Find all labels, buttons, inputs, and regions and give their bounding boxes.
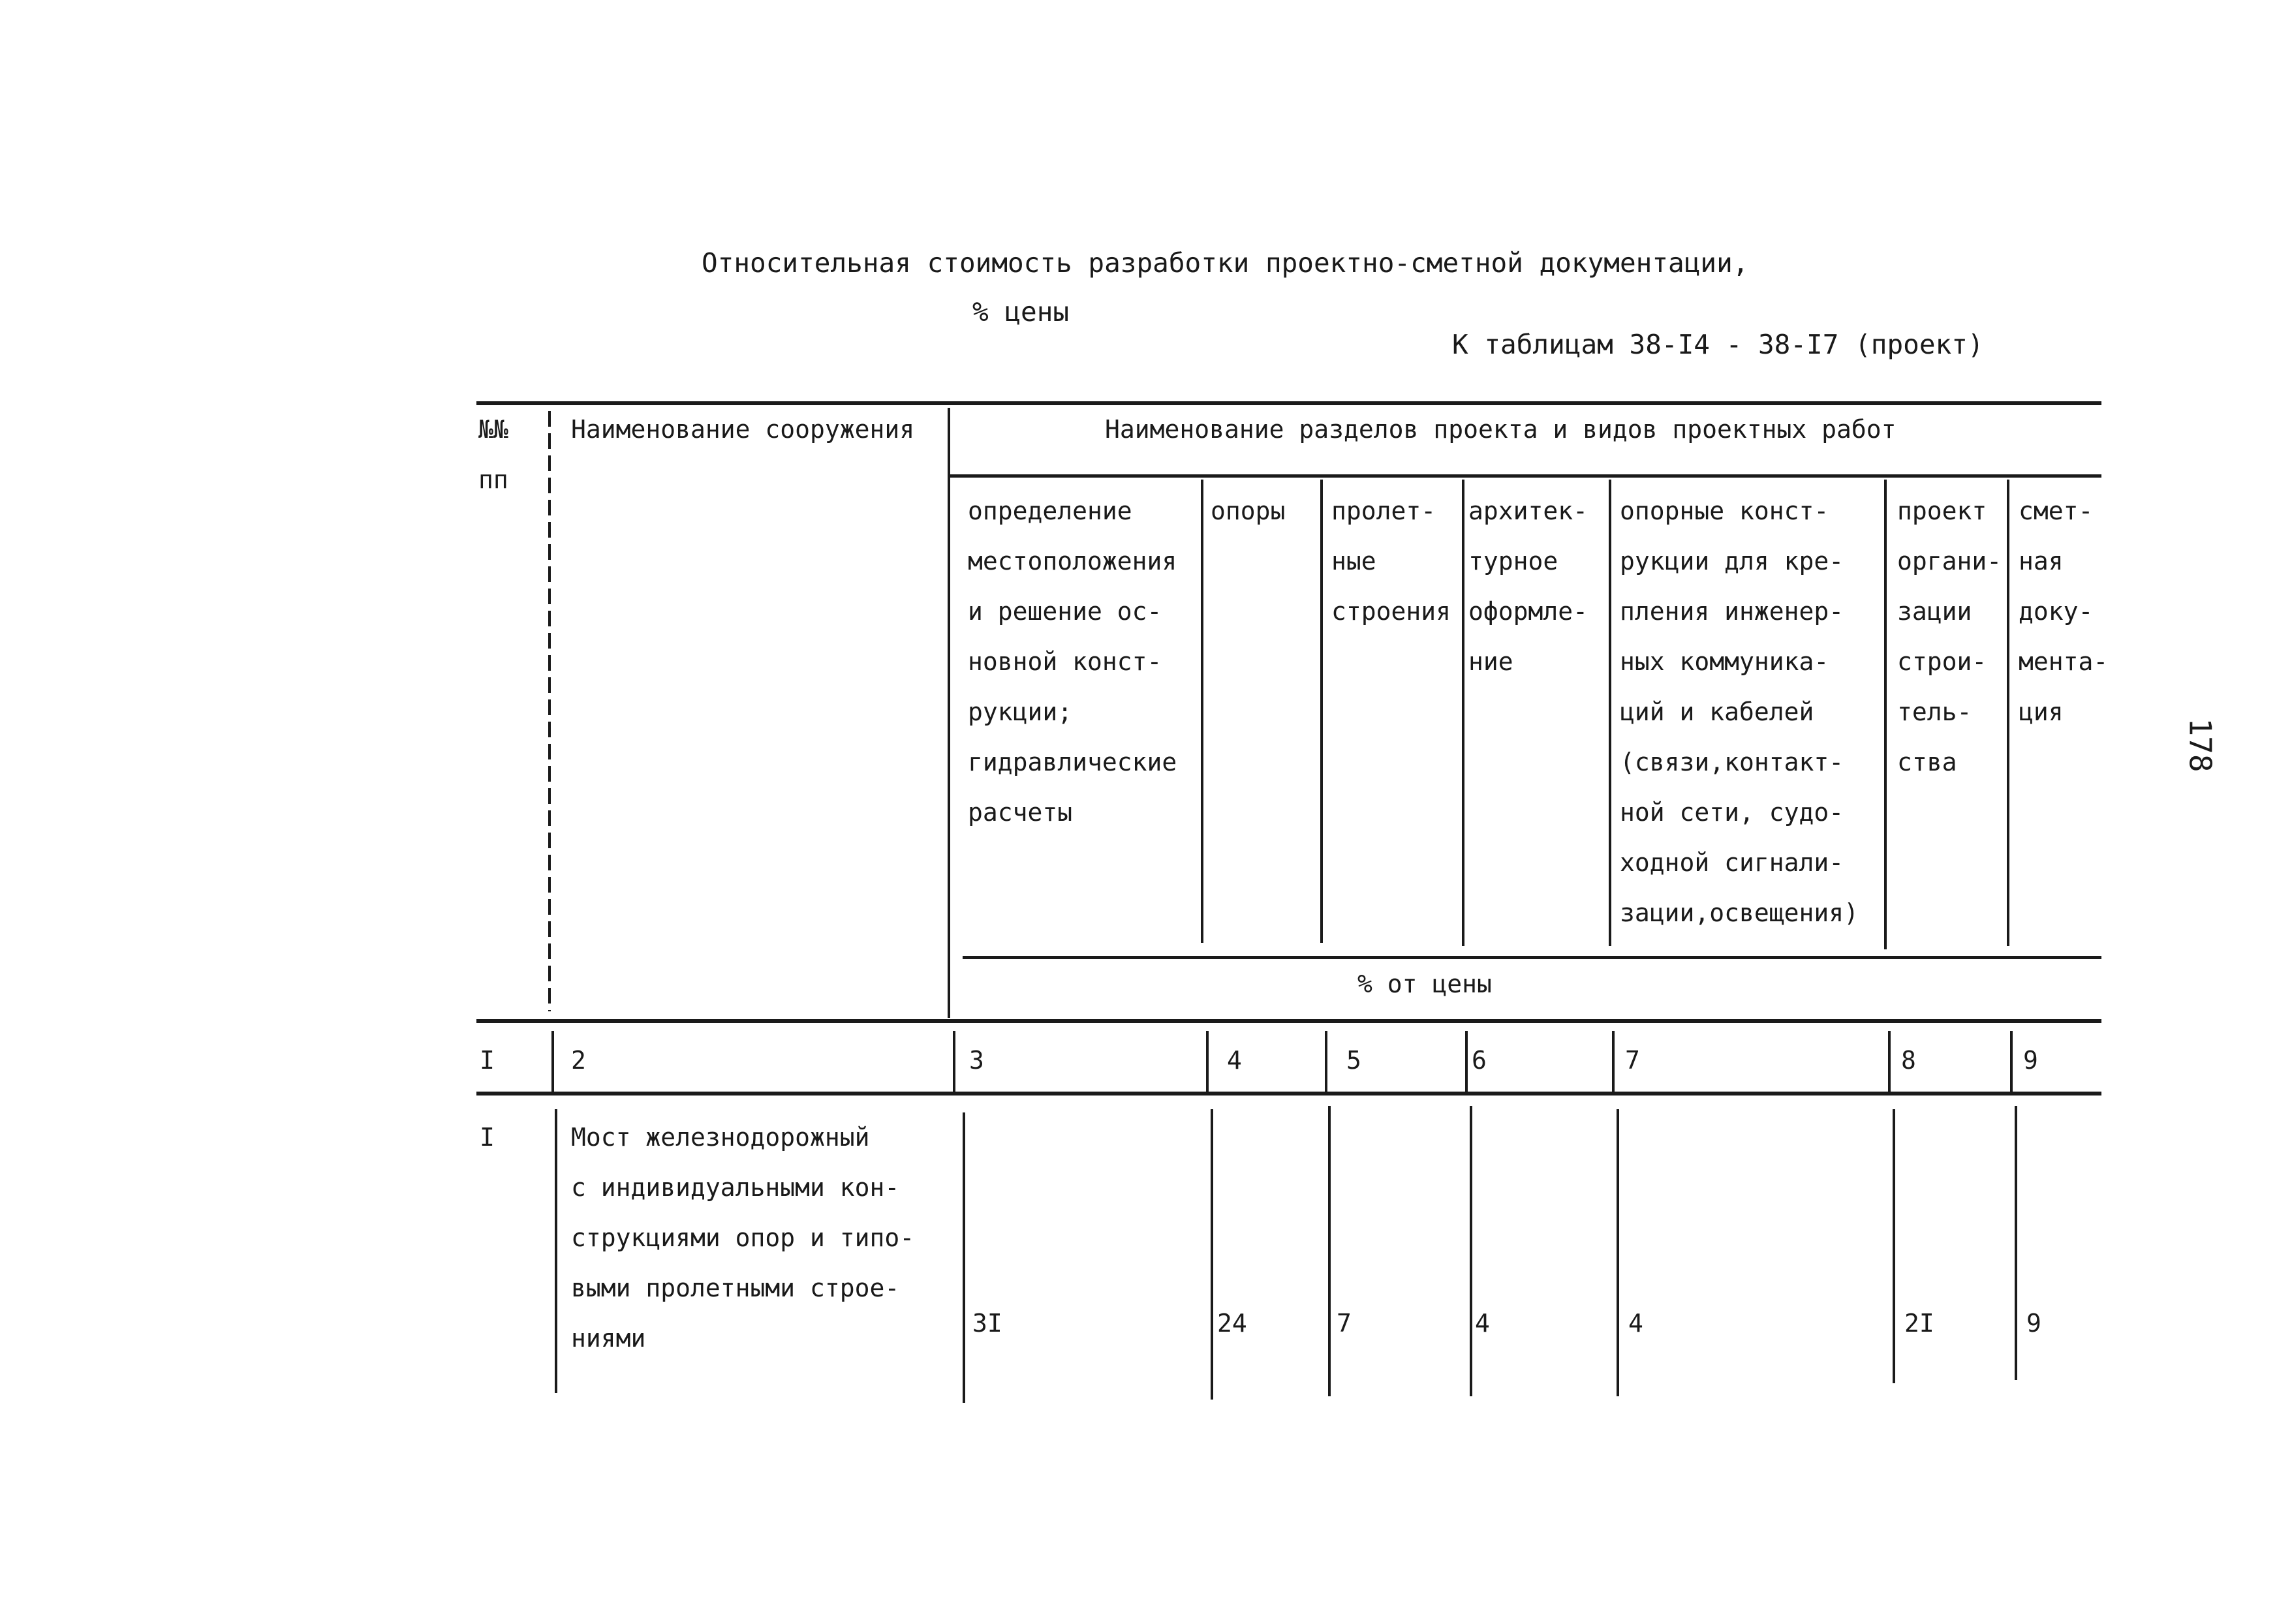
group-header-rule [950, 474, 2101, 478]
col-divider-2-header [948, 408, 950, 1018]
col-number-1: I [480, 1046, 495, 1075]
header-bottom-rule [476, 1019, 2101, 1023]
page-number: 178 [2182, 718, 2218, 773]
num-divider-4 [1325, 1031, 1327, 1093]
col-divider-1-header [548, 411, 551, 1011]
num-divider-1 [551, 1031, 554, 1093]
col-number-2: 2 [571, 1046, 586, 1075]
sub-divider-3 [1462, 480, 1464, 946]
row-1-value-col7: 4 [1628, 1309, 1643, 1338]
row-1-value-col6: 4 [1475, 1309, 1490, 1338]
body-divider-4 [1328, 1106, 1331, 1396]
sub-header-7: смет- ная доку- мента- ция [2019, 497, 2109, 726]
col-no-header: №№ пп [478, 415, 508, 494]
sub-divider-2 [1320, 480, 1323, 943]
col-number-4: 4 [1227, 1046, 1242, 1075]
col-numbers-bottom-rule [476, 1092, 2101, 1095]
body-divider-8 [2015, 1106, 2017, 1380]
num-divider-3 [1206, 1031, 1209, 1093]
body-divider-5 [1470, 1106, 1472, 1396]
num-divider-8 [2010, 1031, 2013, 1093]
table-reference: К таблицам 38-I4 - 38-I7 (проект) [1452, 329, 1984, 360]
sub-header-4: архитек- турное оформле- ние [1468, 497, 1588, 676]
body-divider-3 [1211, 1109, 1213, 1400]
body-divider-1 [555, 1109, 557, 1393]
col-number-9: 9 [2023, 1046, 2038, 1075]
sub-header-1: определение местоположения и решение ос- новной конст- рукции; гидравлические расчеты [968, 497, 1177, 827]
sub-header-2: опоры [1211, 497, 1286, 525]
document-title: Относительная стоимость разработки проектно-сметной документации, [702, 247, 1749, 279]
group-header: Наименование разделов проекта и видов проектных работ [1105, 415, 1897, 444]
num-divider-5 [1465, 1031, 1468, 1093]
num-divider-2 [953, 1031, 955, 1093]
unit-label: % от цены [1357, 970, 1492, 998]
body-divider-7 [1893, 1109, 1895, 1383]
row-1-value-col8: 2I [1904, 1309, 1934, 1338]
row-1-value-col5: 7 [1337, 1309, 1352, 1338]
sub-header-5: опорные конст- рукции для кре- пления инженер- ных коммуника- ций и кабелей (связи,контакт- ной сети, судо- ходной сигнали- зации,освещения) [1620, 497, 1859, 927]
document-subtitle: % цены [972, 296, 1070, 328]
row-1-value-col9: 9 [2026, 1309, 2041, 1338]
col-number-8: 8 [1901, 1046, 1916, 1075]
col-name-header: Наименование сооружения [571, 415, 915, 444]
body-divider-2 [963, 1112, 965, 1403]
row-1-name: Мост железнодорожный с индивидуальными кон- струкциями опор и типо- выми пролетными строе- ниями [571, 1123, 915, 1353]
sub-divider-6 [2007, 480, 2009, 946]
col-number-7: 7 [1625, 1046, 1640, 1075]
col-number-3: 3 [969, 1046, 984, 1075]
body-divider-6 [1617, 1109, 1619, 1396]
sub-divider-4 [1609, 480, 1611, 946]
num-divider-7 [1888, 1031, 1891, 1093]
unit-rule [963, 956, 2101, 959]
num-divider-6 [1612, 1031, 1615, 1093]
col-number-6: 6 [1472, 1046, 1487, 1075]
sub-header-6: проект органи- зации строи- тель- ства [1897, 497, 2002, 776]
sub-header-3: пролет- ные строения [1331, 497, 1451, 626]
row-1-value-col3: 3I [972, 1309, 1002, 1338]
row-1-number: I [480, 1123, 495, 1152]
sub-divider-1 [1201, 480, 1203, 943]
col-number-5: 5 [1346, 1046, 1361, 1075]
row-1-value-col4: 24 [1217, 1309, 1247, 1338]
sub-divider-5 [1884, 480, 1887, 949]
